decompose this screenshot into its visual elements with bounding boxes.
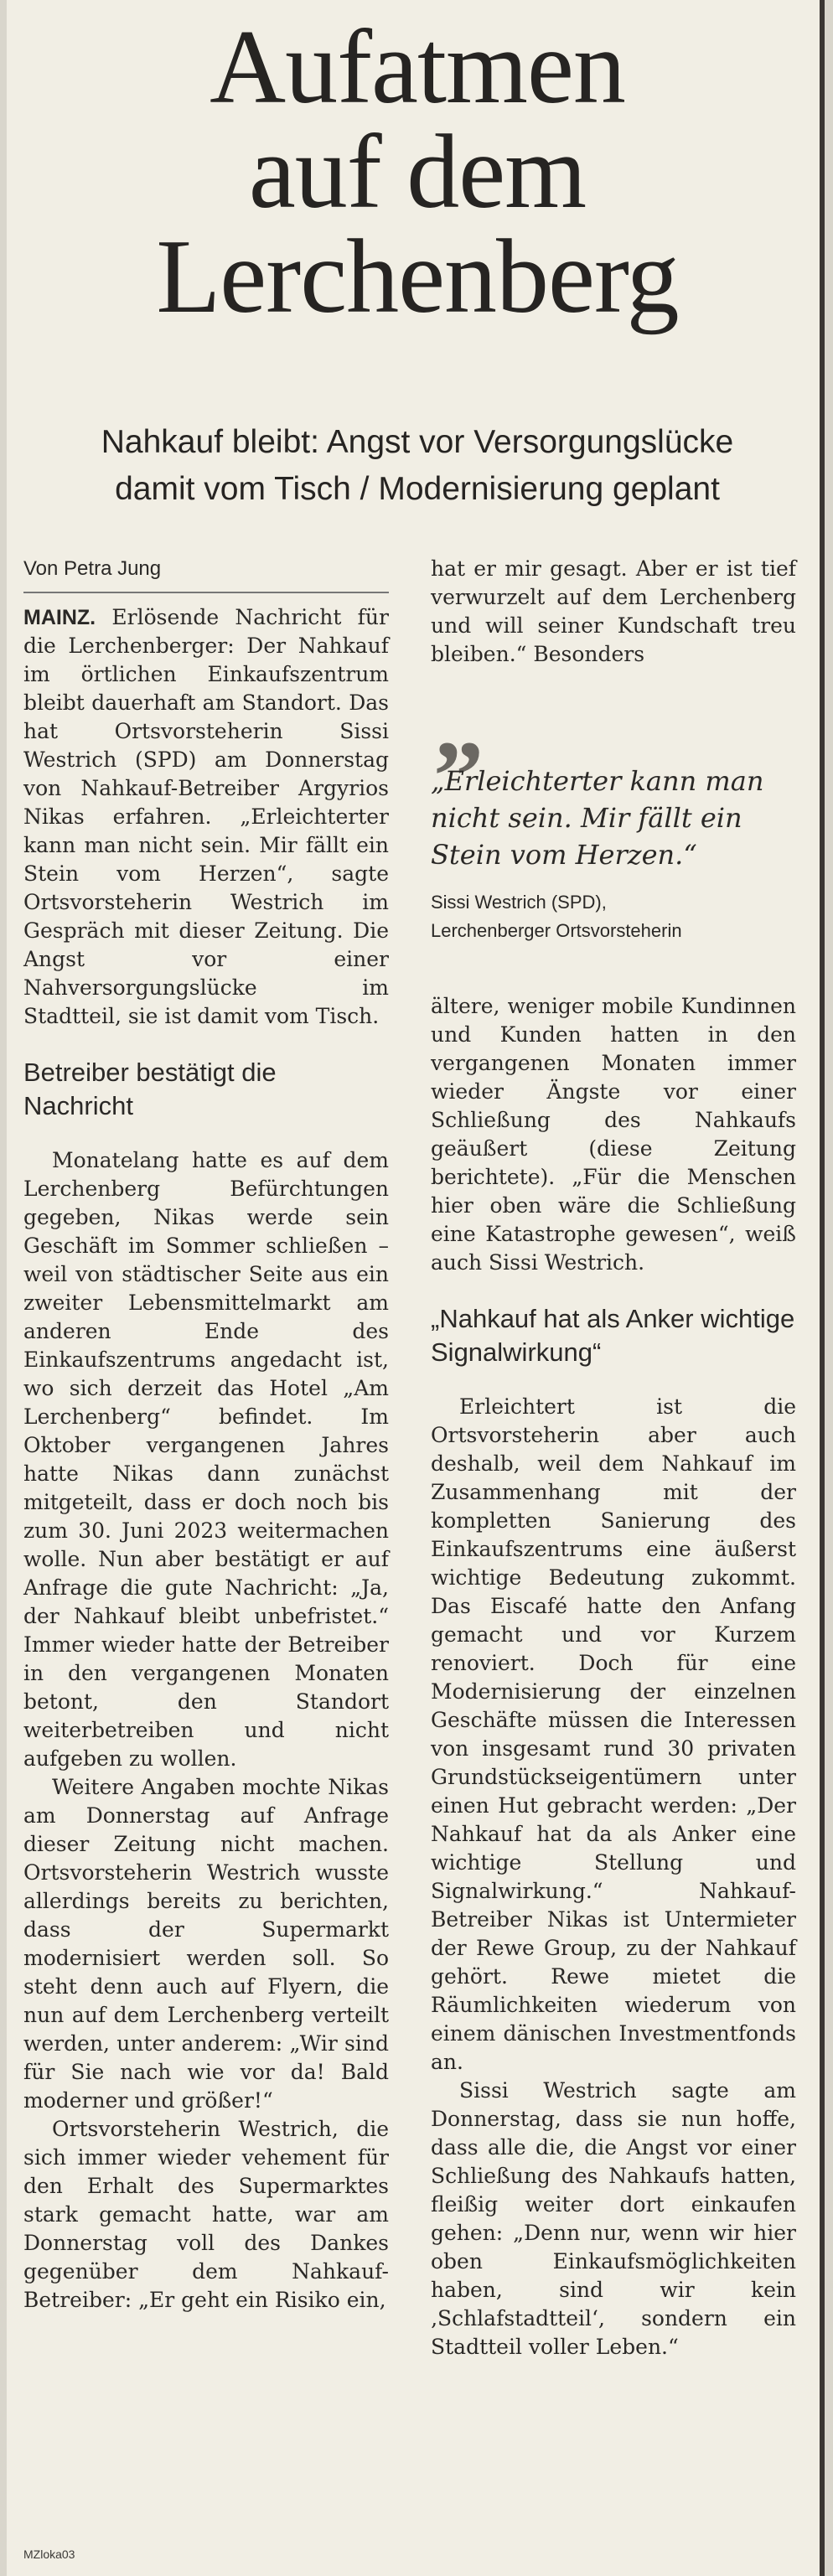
lead-paragraph <box>23 603 389 1031</box>
headline-line: Aufatmen <box>210 9 625 126</box>
byline: Von Petra Jung <box>23 555 389 593</box>
footer-code: MZloka03 <box>23 2548 75 2561</box>
body-paragraph: Sissi Westrich sagte am Donnerstag, dass sie nun hoffe, dass alle die, die Angst vor einer Schließung des Nahkaufs hatten, fleißig weiter dort einkaufen gehen: „Denn nur, wenn wir hier oben Einkaufsmöglichkeiten haben, sind wir kein ‚Schlafstadtteil‘, sondern ein Stadtteil voller Leben.“ <box>431 2078 796 2359</box>
subheadline <box>40 419 794 513</box>
body-paragraph: Ortsvorsteherin Westrich, die sich immer wieder vehement für den Erhalt des Supermarktes stark gemacht hatte, war am Donnerstag voll des Dankes gegenüber dem Nahkauf-Betreiber: „Er geht ein Risiko ein, <box>23 2117 389 2312</box>
right-column <box>431 555 796 2361</box>
body-paragraph: Erleichtert ist die Ortsvorsteherin aber auch deshalb, weil dem Nahkauf im Zusammenhang mit der kompletten Sanierung des Einkaufszentrums eine äußerst wichtige Bedeutung zukommt. Das Eiscafé hatte den Anfang gemacht und vor Kurzem renoviert. Doch für eine Modernisierung der einzelnen Geschäfte müssen die Interessen von insgesamt rund 30 privaten Grundstückseigentümern unter einen Hut gebracht werden: „Der Nahkauf hat da als Anker eine wichtige Stellung und Signalwirkung.“ Nahkauf-Betreiber Nikas ist Untermieter der Rewe Group, zu der Nahkauf gehört. Rewe mietet die Räumlichkeiten wiederum von einem dänischen Investmentfonds an. <box>431 1394 796 2074</box>
dateline: MAINZ. <box>23 606 96 629</box>
section-heading: Betreiber bestätigt die Nachricht <box>23 1058 277 1120</box>
quote-source <box>431 888 796 945</box>
quote-source-role: Lerchenberger Ortsvorsteherin <box>431 920 682 941</box>
lead-text: Erlösende Nachricht für die Lerchenberger: Der Nahkauf im örtlichen Einkaufszentrum bleibt dauerhaft am Standort. Das hat Ortsvorsteherin Sissi Westrich (SPD) am Donnerstag von Nahkauf-Betreiber Argyrios Nikas erfahren. „Erleichterter kann man nicht sein. Mir fällt ein Stein vom Herzen“, sagte Ortsvorsteherin Westrich im Gespräch mit dieser Zeitung. Die Angst vor einer Nahversorgungslücke im Stadtteil, sie ist damit vom Tisch. <box>23 605 389 1028</box>
body-paragraph: Monatelang hatte es auf dem Lerchenberg Befürchtungen gegeben, Nikas werde sein Geschäft im Sommer schließen – weil von städtischer Seite aus ein zweiter Lebensmittelmarkt am anderen Ende des Einkaufszentrums angedacht ist, wo sich derzeit das Hotel „Am Lerchenberg“ befindet. Im Oktober vergangenen Jahres hatte Nikas dann zunächst mitgeteilt, dass er doch noch bis zum 30. Juni 2023 weitermachen wolle. Nun aber bestätigt er auf Anfrage die gute Nachricht: „Ja, der Nahkauf bleibt unbefristet.“ Immer wieder hatte der Betreiber in den vergangenen Monaten betont, den Standort weiterbetreiben und nicht aufgeben zu wollen. <box>23 1148 389 1771</box>
subheadline-line: damit vom Tisch / Modernisierung geplant <box>115 471 720 507</box>
quote-source-name: Sissi Westrich (SPD), <box>431 892 607 913</box>
headline <box>40 9 794 335</box>
newspaper-clipping <box>7 0 820 2576</box>
body-paragraph: hat er mir gesagt. Aber er ist tief verwurzelt auf dem Lerchenberg und will seiner Kundschaft treu bleiben.“ Besonders <box>431 556 796 666</box>
headline-line: auf dem <box>248 114 587 230</box>
headline-line: Lerchenberg <box>156 219 679 335</box>
pull-quote: „Erleichterter kann man nicht sein. Mir fällt ein Stein vom Herzen.“ <box>431 765 764 871</box>
section-heading: „Nahkauf hat als Anker wichtige Signalwirkung“ <box>431 1304 795 1367</box>
subheadline-line: Nahkauf bleibt: Angst vor Versorgungslücke <box>101 424 734 460</box>
body-paragraph: Weitere Angaben mochte Nikas am Donnerstag auf Anfrage dieser Zeitung nicht machen. Ortsvorsteherin Westrich wusste allerdings bereits zu berichten, dass der Supermarkt modernisiert werden soll. So steht denn auch auf Flyern, die nun auf dem Lerchenberg verteilt werden, unter anderem: „Wir sind für Sie nach wie vor da! Bald moderner und größer!“ <box>23 1775 389 2113</box>
quote-mark-icon: „ <box>434 668 484 779</box>
left-column <box>23 555 389 2315</box>
body-paragraph: ältere, weniger mobile Kundinnen und Kunden hatten in den vergangenen Monaten immer wieder Ängste vor einer Schließung des Nahkaufs geäußert (diese Zeitung berichtete). „Für die Menschen hier oben wäre die Schließung eine Katastrophe gewesen“, weiß auch Sissi Westrich. <box>431 994 796 1275</box>
